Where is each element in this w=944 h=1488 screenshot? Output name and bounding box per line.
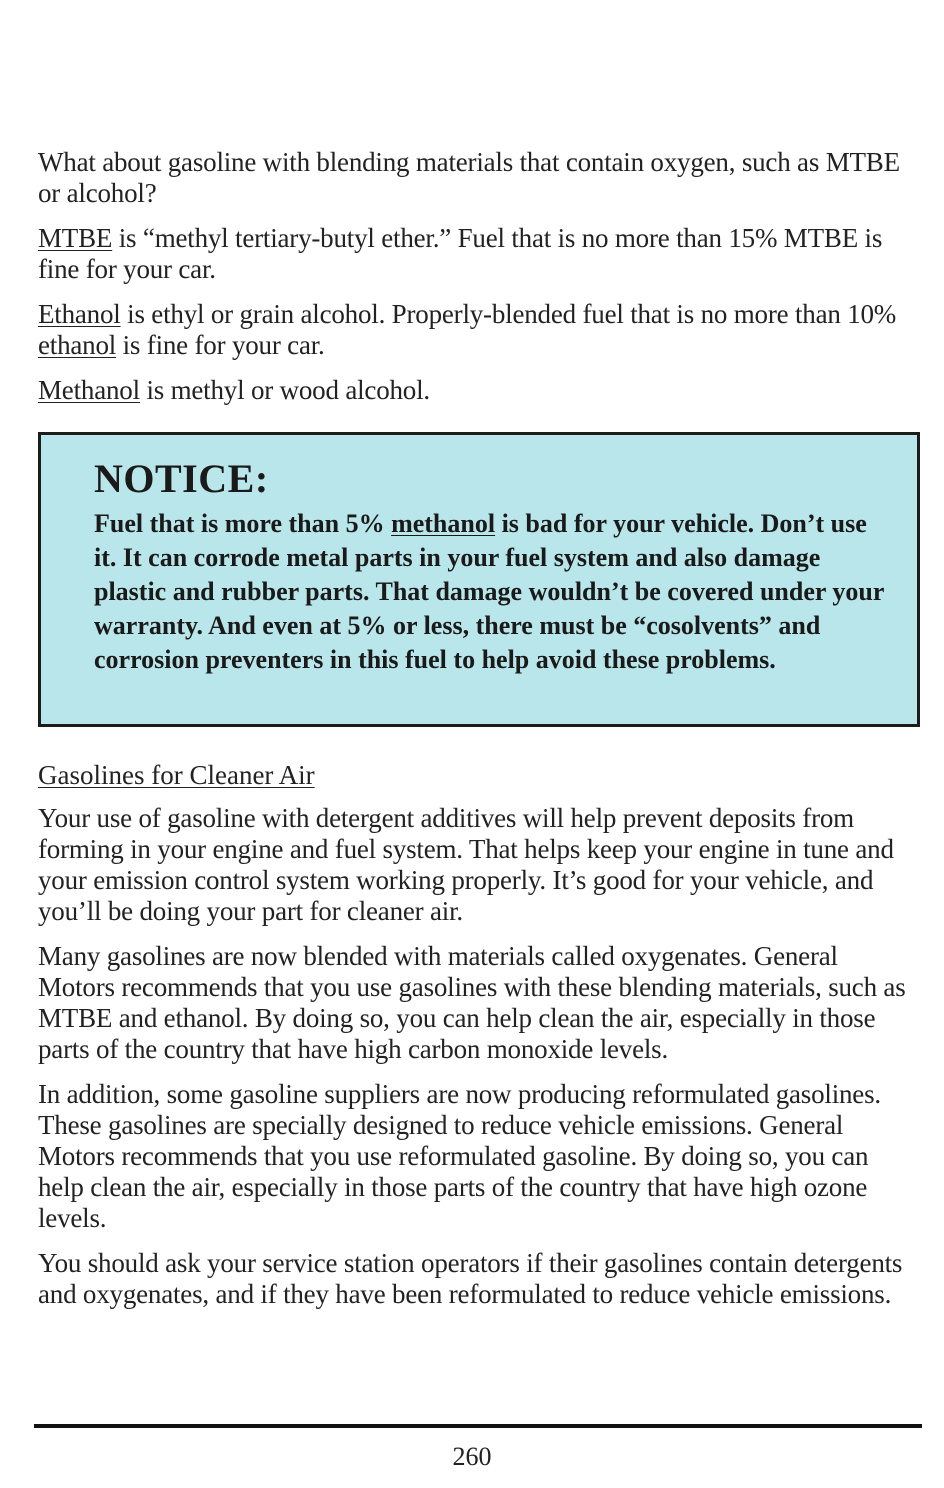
ethanol-term: Ethanol	[38, 299, 121, 329]
page-number: 260	[452, 1442, 492, 1471]
methanol-text: is methyl or wood alcohol.	[139, 375, 430, 405]
cleaner-air-section	[38, 760, 918, 1324]
footer-rule	[34, 1424, 922, 1428]
section-paragraph-1: Your use of gasoline with detergent additives will help prevent deposits from forming in your engine and fuel system. That helps keep your engine in tune and your emission control system working properly. It’s good for your vehicle, and you’ll be doing your part for cleaner air.	[38, 803, 894, 926]
notice-body	[94, 507, 884, 677]
ethanol-text-a: is ethyl or grain alcohol. Properly-blended fuel that is no more than 10%	[120, 299, 897, 329]
notice-box	[38, 432, 920, 727]
section-paragraph-3: In addition, some gasoline suppliers are now producing reformulated gasolines. These gasolines are specially designed to reduce vehicle emissions. General Motors recommends that you use reformulated gasoline. By doing so, you can help clean the air, especially in those parts of the country that have high ozone levels.	[38, 1079, 881, 1233]
notice-term: methanol	[391, 509, 496, 538]
methanol-paragraph	[38, 375, 918, 406]
intro-section	[38, 147, 918, 420]
section-paragraph-2: Many gasolines are now blended with materials called oxygenates. General Motors recommends that you use gasolines with these blending materials, such as MTBE and ethanol. By doing so, you can help clean the air, especially in those parts of the country that have high carbon monoxide levels.	[38, 941, 906, 1064]
mtbe-text: is “methyl tertiary-butyl ether.” Fuel that is no more than 15% MTBE is fine for your car.	[38, 223, 883, 284]
notice-text-a: Fuel that is more than 5%	[94, 509, 392, 538]
section-heading: Gasolines for Cleaner Air	[38, 760, 315, 790]
methanol-term: Methanol	[38, 375, 140, 405]
ethanol-term-2: ethanol	[38, 330, 117, 360]
notice-title: NOTICE:	[94, 456, 269, 501]
ethanol-paragraph	[38, 299, 918, 361]
section-paragraph-4: You should ask your service station operators if their gasolines contain detergents and oxygenates, and if they have been reformulated to reduce vehicle emissions.	[38, 1248, 903, 1309]
mtbe-paragraph	[38, 223, 918, 285]
mtbe-term: MTBE	[38, 223, 113, 253]
notice-text-b: is bad for your vehicle. Don’t use it. It can corrode metal parts in your fuel system and also damage plastic and rubber parts. That damage wouldn’t be covered under your warranty. And even at 5% or less, there must be “cosolvents” and corrosion preventers in this fuel to help avoid these problems.	[94, 509, 884, 674]
intro-question: What about gasoline with blending materials that contain oxygen, such as MTBE or alcohol?	[38, 147, 900, 208]
ethanol-text-b: is fine for your car.	[116, 330, 325, 360]
